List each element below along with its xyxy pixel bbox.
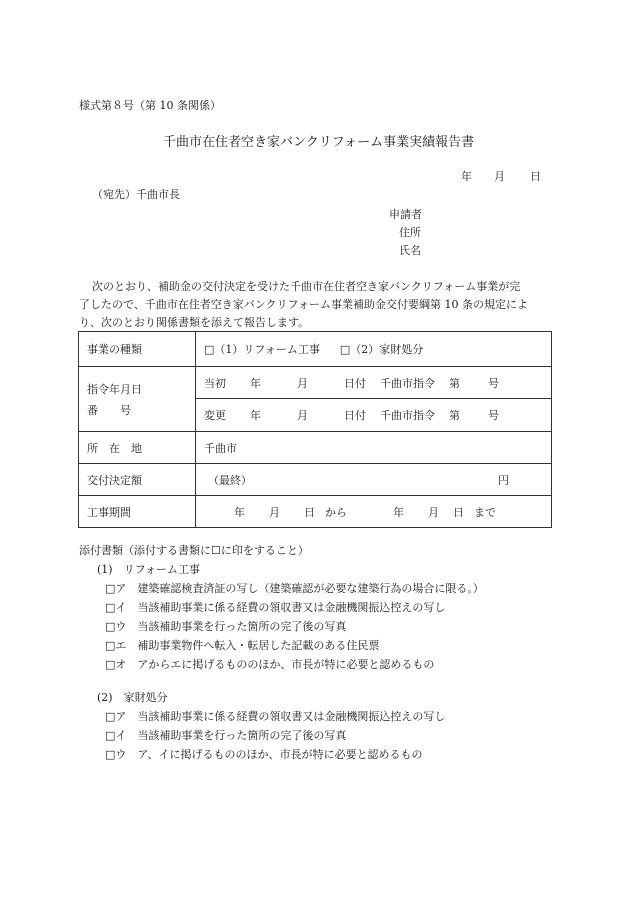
row-location (79, 432, 552, 464)
period-start-month: 月 (269, 505, 280, 519)
section1-item-o[interactable]: □オ アからエに掲げるもののほか、市長が特に必要と認めるもの (105, 658, 435, 671)
row-period (79, 496, 552, 528)
label-amount: 交付決定額 (79, 464, 196, 496)
section2-item-u[interactable]: □ウ ア、イに掲げるもののほか、市長が特に必要と認めるもの (105, 748, 423, 761)
designation-change-field[interactable] (196, 399, 552, 432)
project-type-options (196, 332, 552, 367)
period-end-day: 日 (453, 505, 464, 519)
location-value: 千曲市 (204, 441, 237, 455)
section2-title: (2) 家財処分 (97, 691, 168, 704)
section2-item-i[interactable]: □イ 当該補助事業を行った箇所の完了後の写真 (105, 729, 347, 742)
row-designation-initial (79, 367, 552, 399)
initial-year: 年 (250, 376, 261, 390)
initial-day: 日付 (344, 376, 366, 390)
row-amount (79, 464, 552, 496)
change-dai: 第 (449, 409, 460, 422)
period-from: から (325, 505, 347, 519)
section1-item-i[interactable]: □イ 当該補助事業に係る経費の領収書又は金融機関振込控えの写し (105, 601, 446, 614)
change-year: 年 (250, 409, 261, 422)
intro-line-1: 次のとおり、補助金の交付決定を受けた千曲市在住者空き家バンクリフォーム事業が完 (92, 280, 521, 293)
location-field[interactable] (196, 432, 552, 464)
initial-go: 号 (488, 376, 499, 390)
initial-prefix: 当初 (204, 376, 226, 390)
option-disposal-checkbox[interactable]: □（2）家財処分 (339, 343, 424, 356)
period-end-year: 年 (393, 505, 404, 519)
change-month: 月 (297, 409, 308, 422)
period-start-day: 日 (304, 505, 315, 519)
section1-item-a[interactable]: □ア 建築確認検査済証の写し（建築確認が必要な建築行為の場合に限る。） (105, 582, 484, 595)
initial-month: 月 (297, 376, 308, 390)
intro-line-3: り、次のとおり関係書類を添えて報告します。 (79, 316, 310, 329)
date-year: 年 (461, 170, 472, 183)
label-designation-line2: 番 号 (87, 403, 131, 417)
period-to: まで (474, 505, 496, 519)
section1-item-e[interactable]: □エ 補助事業物件へ転入・転居した記載のある住民票 (105, 639, 380, 652)
period-end-month: 月 (428, 505, 439, 519)
section1-title: (1) リフォーム工事 (97, 563, 201, 576)
report-table (78, 331, 552, 528)
date-day: 日 (530, 170, 541, 183)
change-go: 号 (488, 409, 499, 422)
applicant-label: 申請者 (389, 208, 422, 221)
label-project-type: 事業の種類 (79, 332, 196, 367)
name-label: 氏名 (399, 244, 421, 257)
label-designation-line1: 指令年月日 (87, 382, 142, 396)
amount-prefix: （最終） (208, 473, 252, 487)
change-prefix: 変更 (204, 409, 226, 422)
intro-line-2: 了したので、千曲市在住者空き家バンクリフォーム事業補助金交付要綱第 10 条の規定によ (79, 298, 528, 311)
form-number: 様式第８号（第 10 条関係） (79, 99, 221, 112)
period-field[interactable] (196, 496, 552, 528)
section1-item-u[interactable]: □ウ 当該補助事業を行った箇所の完了後の写真 (105, 620, 347, 633)
initial-dai: 第 (449, 376, 460, 390)
attachments-heading: 添付書類（添付する書類に☐に印をすること） (79, 544, 309, 557)
option-reform-checkbox[interactable]: □（1）リフォーム工事 (204, 343, 320, 356)
change-city: 千曲市指令 (380, 409, 435, 422)
document-title: 千曲市在住者空き家バンクリフォーム事業実績報告書 (163, 135, 475, 150)
amount-field[interactable] (196, 464, 552, 496)
amount-unit: 円 (498, 473, 509, 487)
date-month: 月 (494, 170, 505, 183)
period-start-year: 年 (234, 505, 245, 519)
label-designation (79, 367, 196, 432)
designation-initial-field[interactable] (196, 367, 552, 399)
initial-city: 千曲市指令 (380, 376, 435, 390)
change-day: 日付 (344, 409, 366, 422)
label-period: 工事期間 (79, 496, 196, 528)
address-label: 住所 (399, 226, 421, 239)
row-project-type (79, 332, 552, 367)
label-location: 所 在 地 (79, 432, 196, 464)
section2-item-a[interactable]: □ア 当該補助事業に係る経費の領収書又は金融機関振込控えの写し (105, 710, 446, 723)
addressee: （宛先）千曲市長 (92, 188, 180, 201)
